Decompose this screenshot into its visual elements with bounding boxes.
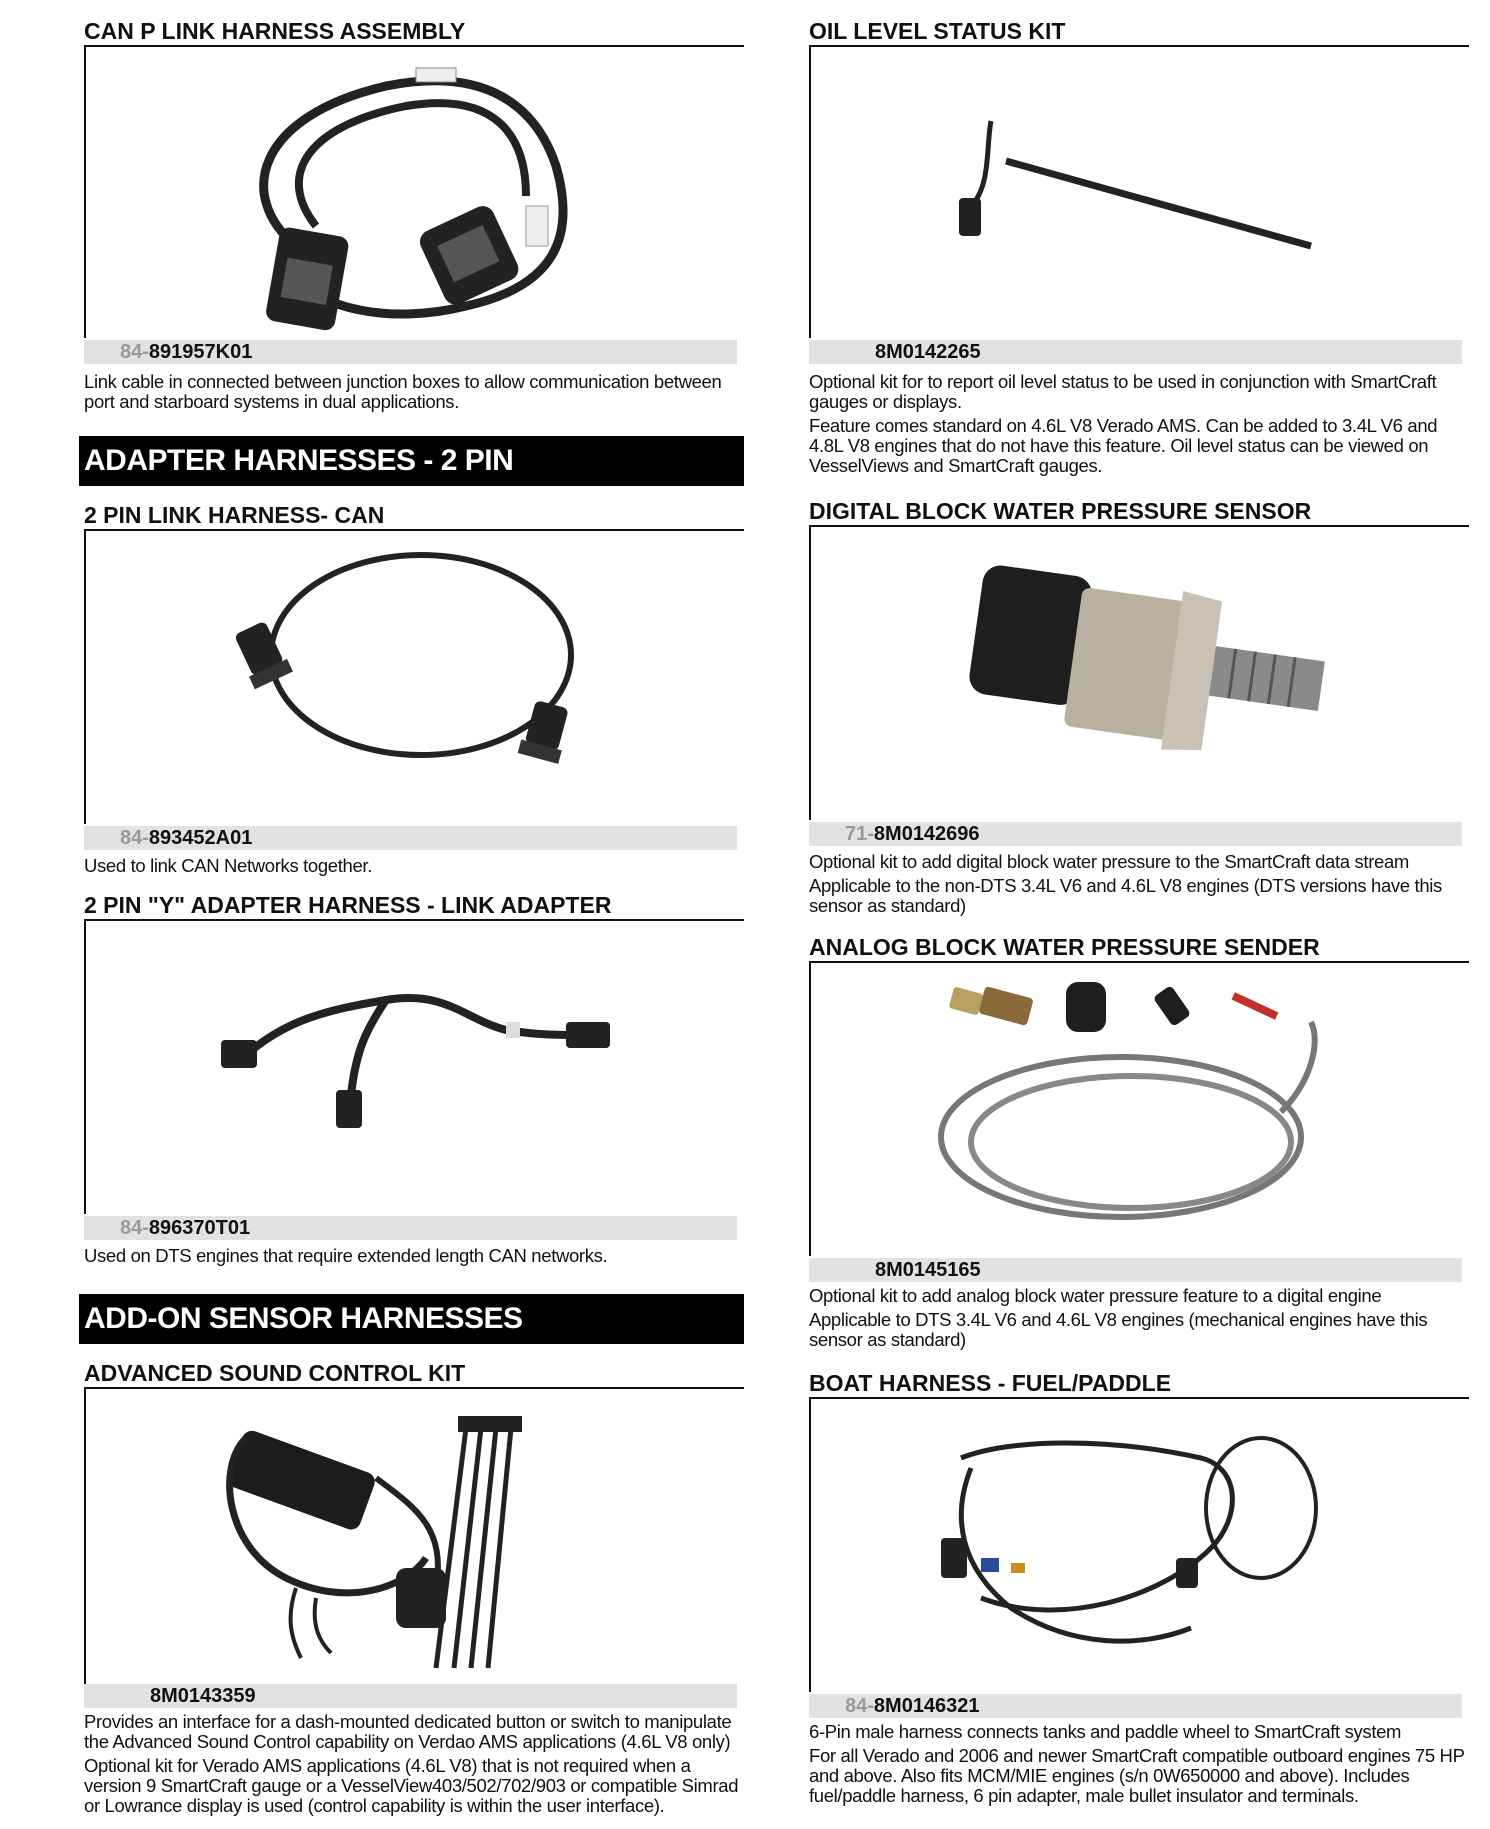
product-description: Provides an interface for a dash-mounted dedicated button or switch to manipulate the Advanced Sound Control capability on Verdao AMS applications (4.6L V8 only) Optional kit for Verado AMS applications (4.6L V8) that is not required when a version 9 SmartCraft gauge or a VesselView403/502/702/903 or compatible Simrad or Lowrance display is used (control capability is within the user interface). <box>84 1711 739 1816</box>
product-title: ANALOG BLOCK WATER PRESSURE SENDER <box>809 934 1469 963</box>
part-number: 8M0145165 <box>809 1258 1462 1282</box>
product-image-frame <box>809 1398 1469 1692</box>
sensor-image <box>811 46 1467 338</box>
product-image-frame <box>809 962 1469 1256</box>
harness-image <box>86 530 742 824</box>
part-number: 71-8M0142696 <box>809 822 1462 846</box>
product-image-frame <box>84 920 744 1214</box>
product-image-frame <box>84 1388 744 1684</box>
product-description: Link cable in connected between junction boxes to allow communication between port and starboard systems in dual applications. <box>84 371 722 412</box>
product-description: Optional kit to add analog block water pressure feature to a digital engine Applicable to DTS 3.4L V6 and 4.6L V8 engines (mechanical engines have this sensor as standard) <box>809 1285 1428 1350</box>
product-title: OIL LEVEL STATUS KIT <box>809 18 1469 47</box>
section-heading: ADD-ON SENSOR HARNESSES <box>79 1294 744 1344</box>
product-description: Used to link CAN Networks together. <box>84 855 372 876</box>
product-description: Used on DTS engines that require extended length CAN networks. <box>84 1245 608 1266</box>
product-title: 2 PIN "Y" ADAPTER HARNESS - LINK ADAPTER <box>84 892 744 921</box>
product-description: Optional kit for to report oil level status to be used in conjunction with SmartCraft gauges or displays. Feature comes standard on 4.6L V8 Verado AMS. Can be added to 3.4L V6 and 4.8L V8 engines that do not have this feature. Oil level status can be viewed on VesselViews and SmartCraft gauges. <box>809 371 1438 476</box>
product-image-frame <box>809 526 1469 820</box>
product-description: 6-Pin male harness connects tanks and paddle wheel to SmartCraft system For all Verado and 2006 and newer SmartCraft compatible outboard engines 75 HP and above. Also fits MCM/MIE engines (s/n 0W650000 and above). Includes fuel/paddle harness, 6 pin adapter, male bullet insulator and terminals. <box>809 1721 1465 1806</box>
product-image-frame <box>84 46 744 338</box>
product-title: ADVANCED SOUND CONTROL KIT <box>84 1360 744 1389</box>
kit-image <box>86 1388 742 1684</box>
harness-image <box>86 920 742 1214</box>
product-title: CAN P LINK HARNESS ASSEMBLY <box>84 18 744 47</box>
product-title: DIGITAL BLOCK WATER PRESSURE SENSOR <box>809 498 1469 527</box>
part-number: 84-8M0146321 <box>809 1694 1462 1718</box>
sensor-image <box>811 526 1467 820</box>
part-number: 84-891957K01 <box>84 340 737 364</box>
product-title: 2 PIN LINK HARNESS- CAN <box>84 502 744 531</box>
harness-image <box>811 1398 1467 1692</box>
part-number: 8M0142265 <box>809 340 1462 364</box>
harness-image <box>86 46 742 338</box>
sender-kit-image <box>811 962 1467 1256</box>
product-image-frame <box>84 530 744 824</box>
product-title: BOAT HARNESS - FUEL/PADDLE <box>809 1370 1469 1399</box>
part-number: 84-896370T01 <box>84 1216 737 1240</box>
section-heading: ADAPTER HARNESSES - 2 PIN <box>79 436 744 486</box>
part-number: 8M0143359 <box>84 1684 737 1708</box>
part-number: 84-893452A01 <box>84 826 737 850</box>
product-description: Optional kit to add digital block water pressure to the SmartCraft data stream Applicable to the non-DTS 3.4L V6 and 4.6L V8 engines (DTS versions have this sensor as standard) <box>809 851 1442 916</box>
product-image-frame <box>809 46 1469 338</box>
